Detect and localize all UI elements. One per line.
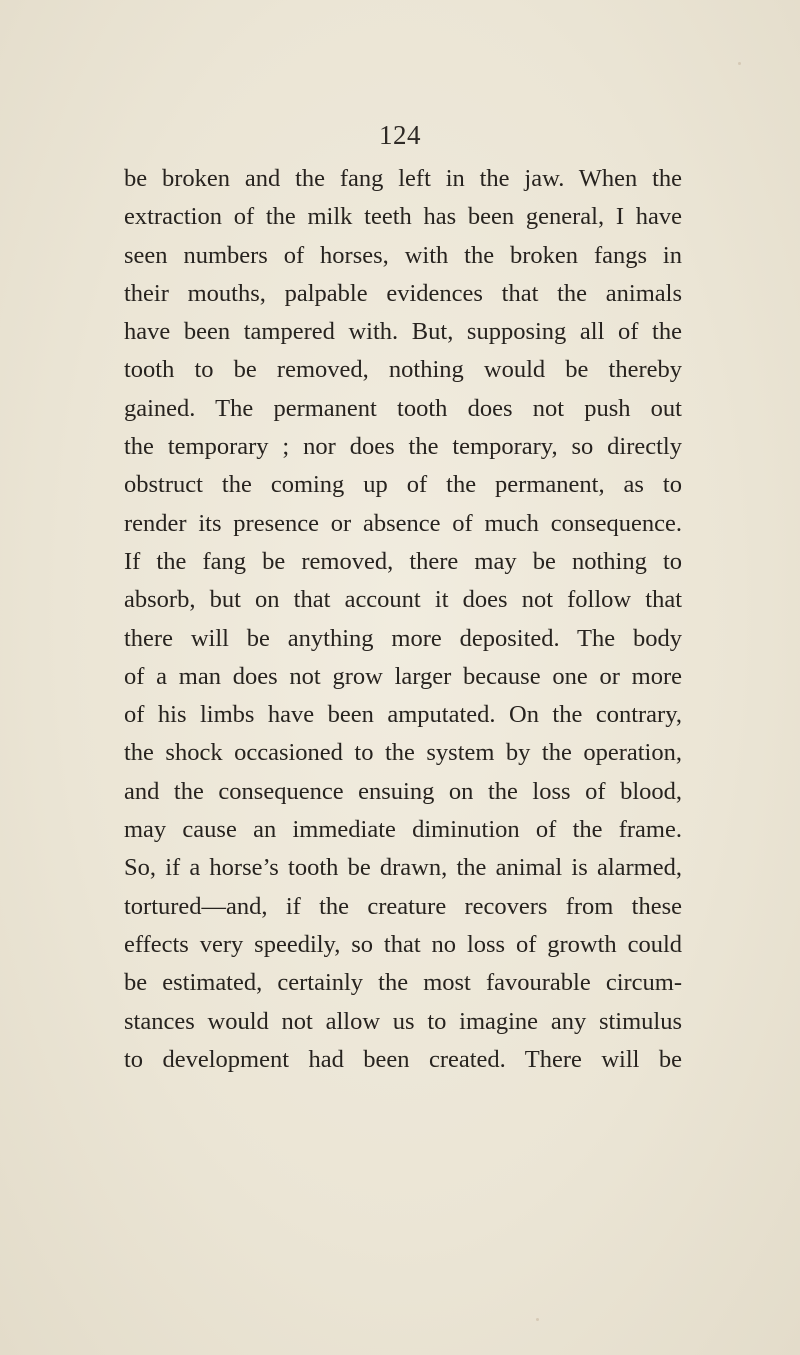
text-line: tortured—and, if the creature recovers from these <box>124 892 682 920</box>
text-line: If the fang be removed, there may be nothing to <box>124 547 682 575</box>
text-line: effects very speedily, so that no loss of growth could <box>124 930 682 958</box>
text-line: have been tampered with. But, supposing all of the <box>124 318 682 346</box>
body-text <box>124 160 682 1079</box>
text-line: and the consequence ensuing on the loss of blood, <box>124 777 682 805</box>
text-line: stances would not allow us to imagine any stimulus <box>124 1007 682 1035</box>
text-line: of his limbs have been amputated. On the contrary, <box>124 701 682 729</box>
text-line: their mouths, palpable evidences that the animals <box>124 279 682 307</box>
text-line: be broken and the fang left in the jaw. When the <box>124 165 682 192</box>
paper-speck <box>738 62 741 65</box>
text-line: obstruct the coming up of the permanent, as to <box>124 471 682 499</box>
text-line: of a man does not grow larger because one or more <box>124 662 682 690</box>
text-line: be estimated, certainly the most favourable circum- <box>124 969 682 997</box>
text-line: may cause an immediate diminution of the frame. <box>124 816 682 844</box>
text-line: to development had been created. There will be <box>124 1045 682 1073</box>
text-line: tooth to be removed, nothing would be thereby <box>124 356 682 384</box>
text-line: the shock occasioned to the system by the operation, <box>124 739 682 767</box>
text-line: the temporary ; nor does the temporary, so directly <box>124 433 682 461</box>
text-line: absorb, but on that account it does not follow that <box>124 586 682 614</box>
text-line: extraction of the milk teeth has been general, I have <box>124 203 682 231</box>
text-line: there will be anything more deposited. The body <box>124 624 682 652</box>
text-line: render its presence or absence of much consequence. <box>124 509 682 537</box>
paper-speck <box>536 1318 539 1321</box>
text-line: gained. The permanent tooth does not push out <box>124 394 682 422</box>
text-line: seen numbers of horses, with the broken fangs in <box>124 241 682 269</box>
page-number: 124 <box>379 120 421 150</box>
text-line: So, if a horse’s tooth be drawn, the animal is alarmed, <box>124 854 682 882</box>
